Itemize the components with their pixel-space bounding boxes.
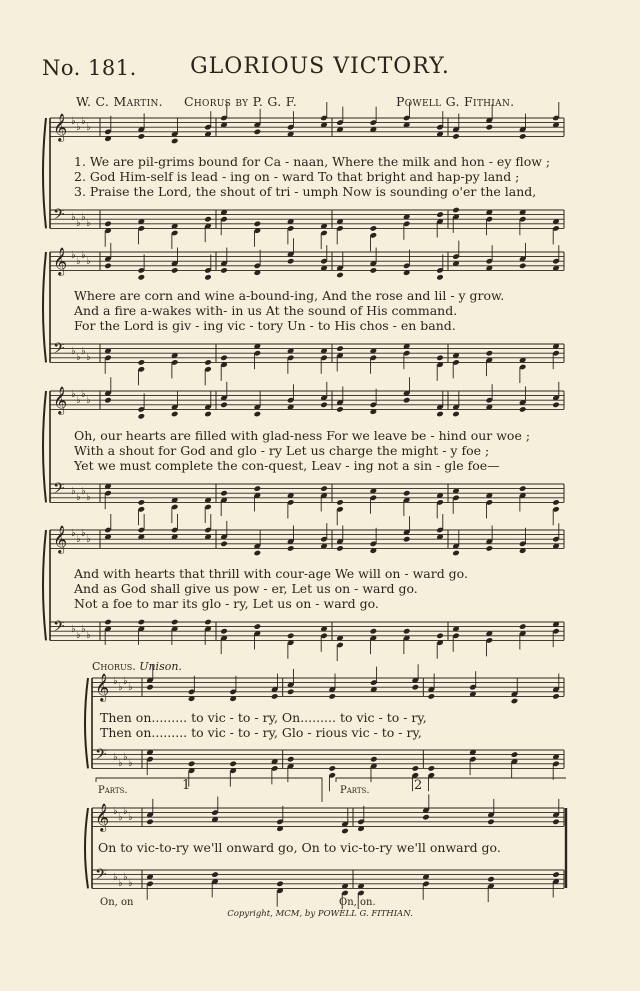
- note-head: [370, 267, 378, 274]
- flat-icon: ♭: [86, 534, 91, 545]
- note-head: [204, 359, 212, 366]
- flat-icon: ♭: [113, 872, 118, 883]
- flat-icon: ♭: [81, 250, 86, 261]
- note-head: [171, 267, 179, 274]
- flat-icon: ♭: [113, 806, 118, 817]
- flat-icon: ♭: [118, 878, 123, 889]
- parts-label-1: Parts.: [98, 785, 128, 796]
- flat-icon: ♭: [128, 758, 133, 769]
- note-head: [254, 623, 262, 630]
- note-head: [171, 138, 179, 145]
- note-head: [336, 345, 344, 352]
- note-head: [552, 499, 560, 506]
- flat-icon: ♭: [118, 758, 123, 769]
- flat-icon: ♭: [71, 346, 76, 357]
- note-head: [320, 485, 328, 492]
- note-head: [403, 490, 411, 497]
- note-head: [519, 263, 527, 270]
- note-head: [486, 124, 494, 131]
- flat-icon: ♭: [81, 116, 86, 127]
- lyric-line: And with hearts that thrill with cour-age We will on - ward go.: [74, 566, 468, 581]
- chorus-label-text: Chorus.: [92, 660, 136, 673]
- brace-icon: [43, 391, 46, 502]
- chorus-unison-text: Unison.: [139, 660, 182, 673]
- note-head: [452, 207, 460, 214]
- brace-icon: [85, 808, 88, 888]
- lyric-line: And a fire a-wakes with- in us At the sound of His command.: [74, 303, 458, 318]
- note-head: [436, 633, 444, 640]
- treble-clef-icon: 𝄞: [95, 673, 110, 701]
- lyric-line: Oh, our hearts are filled with glad-ness For we leave be - hind our woe ;: [74, 428, 531, 443]
- note-head: [104, 221, 112, 228]
- note-head: [452, 411, 460, 418]
- lyric-line: Where are corn and wine a-bound-ing, And the rose and lil - y grow.: [74, 288, 505, 303]
- note-head: [229, 761, 237, 768]
- note-head: [220, 628, 228, 635]
- parts-lyric-line: On to vic-to-ry we'll onward go, On to vic-to-ry we'll onward go.: [98, 840, 501, 855]
- note-head: [104, 263, 112, 270]
- note-head: [336, 545, 344, 552]
- flat-icon: ♭: [71, 528, 76, 539]
- bass-clef-icon: 𝄢: [53, 340, 65, 361]
- flat-icon: ♭: [118, 682, 123, 693]
- flat-icon: ♭: [76, 256, 81, 267]
- flat-icon: ♭: [81, 389, 86, 400]
- note-head: [422, 814, 430, 821]
- note-head: [552, 871, 560, 878]
- note-head: [436, 274, 444, 281]
- hymn-title: GLORIOUS VICTORY.: [190, 54, 450, 79]
- flat-icon: ♭: [86, 630, 91, 641]
- note-head: [138, 274, 146, 281]
- note-head: [138, 413, 146, 420]
- brace-icon: [43, 118, 46, 228]
- lyric-line: 1. We are pil-grims bound for Ca - naan, Where the milk and hon - ey flow ;: [74, 154, 551, 169]
- bass-clef-icon: 𝄢: [95, 746, 107, 767]
- note-head: [370, 225, 378, 232]
- note-head: [370, 628, 378, 635]
- note-head: [254, 485, 262, 492]
- flat-icon: ♭: [123, 872, 128, 883]
- flat-icon: ♭: [86, 218, 91, 229]
- brace-icon: [43, 252, 46, 362]
- note-head: [188, 761, 196, 768]
- parts-label-2: Parts.: [340, 785, 370, 796]
- note-head: [287, 756, 295, 763]
- note-head: [287, 689, 295, 696]
- treble-clef-icon: 𝄞: [95, 803, 110, 831]
- note-head: [146, 819, 154, 826]
- note-head: [403, 628, 411, 635]
- flat-icon: ♭: [71, 212, 76, 223]
- note-head: [104, 619, 112, 626]
- flat-icon: ♭: [81, 528, 86, 539]
- note-head: [171, 619, 179, 626]
- note-head: [138, 619, 146, 626]
- flat-icon: ♭: [76, 352, 81, 363]
- note-head: [104, 397, 112, 404]
- bass-words-right: On, on.: [339, 897, 376, 908]
- note-head: [328, 693, 336, 700]
- note-head: [511, 698, 519, 705]
- note-head: [428, 693, 436, 700]
- note-head: [487, 819, 495, 826]
- flat-icon: ♭: [71, 486, 76, 497]
- flat-icon: ♭: [76, 630, 81, 641]
- note-head: [511, 751, 519, 758]
- flat-icon: ♭: [86, 395, 91, 406]
- hymn-number: No. 181.: [42, 56, 137, 80]
- note-head: [436, 411, 444, 418]
- note-head: [552, 402, 560, 409]
- note-head: [204, 619, 212, 626]
- note-head: [138, 499, 146, 506]
- note-head: [336, 499, 344, 506]
- flat-icon: ♭: [128, 812, 133, 823]
- note-head: [287, 633, 295, 640]
- note-head: [254, 129, 262, 136]
- note-head: [552, 693, 560, 700]
- note-head: [336, 272, 344, 279]
- note-head: [552, 819, 560, 826]
- lyric-line: For the Lord is giv - ing vic - tory Un - to His chos - en band.: [74, 318, 456, 333]
- lyric-line: And as God shall give us pow - er, Let us on - ward go.: [74, 581, 418, 596]
- treble-clef-icon: 𝄞: [53, 113, 68, 141]
- note-head: [452, 550, 460, 557]
- flat-icon: ♭: [81, 624, 86, 635]
- flat-icon: ♭: [86, 352, 91, 363]
- note-head: [171, 411, 179, 418]
- note-head: [403, 397, 411, 404]
- note-head: [287, 258, 295, 265]
- chorus-lyric-line: Then on......... to vic - to - ry, On......... to vic - to - ry,: [100, 710, 427, 725]
- note-head: [220, 402, 228, 409]
- flat-icon: ♭: [86, 256, 91, 267]
- note-head: [220, 267, 228, 274]
- note-head: [341, 828, 349, 835]
- volta-bracket-2: [336, 778, 566, 782]
- flat-icon: ♭: [86, 492, 91, 503]
- flat-icon: ♭: [128, 682, 133, 693]
- lyric-line: Not a foe to mar its glo - ry, Let us on - ward go.: [74, 596, 379, 611]
- note-head: [370, 756, 378, 763]
- ending-1-number: 1: [182, 778, 191, 793]
- note-head: [204, 274, 212, 281]
- flat-icon: ♭: [71, 624, 76, 635]
- lyric-line: 3. Praise the Lord, the shout of tri - umph Now is sounding o'er the land,: [74, 184, 537, 199]
- note-head: [138, 133, 146, 140]
- treble-clef-icon: 𝄞: [53, 386, 68, 414]
- lyric-line: Yet we must complete the con-quest, Leav - ing not a sin - gle foe—: [74, 458, 500, 473]
- note-head: [436, 355, 444, 362]
- note-head: [254, 411, 262, 418]
- treble-clef-icon: 𝄞: [53, 247, 68, 275]
- flat-icon: ♭: [113, 752, 118, 763]
- note-head: [287, 545, 295, 552]
- note-head: [412, 684, 420, 691]
- copyright-notice: Copyright, MCM, by POWELL G. FITHIAN.: [227, 909, 413, 919]
- lyric-line: 2. God Him-self is lead - ing on - ward To that bright and hap-py land ;: [74, 169, 520, 184]
- flat-icon: ♭: [81, 346, 86, 357]
- flat-icon: ♭: [71, 389, 76, 400]
- ending-2-number: 2: [414, 778, 423, 793]
- note-head: [486, 545, 494, 552]
- flat-icon: ♭: [123, 752, 128, 763]
- flat-icon: ♭: [123, 806, 128, 817]
- note-head: [271, 693, 279, 700]
- flat-icon: ♭: [113, 676, 118, 687]
- flat-icon: ♭: [81, 486, 86, 497]
- flat-icon: ♭: [76, 218, 81, 229]
- flat-icon: ♭: [76, 395, 81, 406]
- note-head: [336, 406, 344, 413]
- note-head: [204, 216, 212, 223]
- chorus-label: [92, 660, 182, 673]
- note-head: [320, 402, 328, 409]
- note-head: [211, 871, 219, 878]
- note-head: [436, 211, 444, 218]
- flat-icon: ♭: [123, 676, 128, 687]
- note-head: [412, 765, 420, 772]
- bass-clef-icon: 𝄢: [95, 866, 107, 887]
- author-credit: W. C. Martin.: [76, 94, 163, 109]
- note-head: [220, 541, 228, 548]
- brace-icon: [85, 678, 88, 768]
- flat-icon: ♭: [71, 250, 76, 261]
- flat-icon: ♭: [76, 534, 81, 545]
- note-head: [452, 133, 460, 140]
- note-head: [204, 411, 212, 418]
- note-head: [146, 684, 154, 691]
- note-head: [328, 765, 336, 772]
- note-head: [220, 355, 228, 362]
- flat-icon: ♭: [128, 878, 133, 889]
- note-head: [519, 623, 527, 630]
- note-head: [403, 536, 411, 543]
- bass-words-left: On, on: [100, 897, 134, 908]
- note-head: [428, 765, 436, 772]
- flat-icon: ♭: [76, 122, 81, 133]
- composer-credit: Powell G. Fithian.: [396, 94, 515, 109]
- note-head: [487, 876, 495, 883]
- note-head: [254, 550, 262, 557]
- note-head: [220, 490, 228, 497]
- treble-clef-icon: 𝄞: [53, 525, 68, 553]
- bass-clef-icon: 𝄢: [53, 480, 65, 501]
- lyric-line: With a shout for God and glo - ry Let us charge the might - y foe ;: [74, 443, 490, 458]
- note-head: [138, 359, 146, 366]
- note-head: [519, 406, 527, 413]
- bass-clef-icon: 𝄢: [53, 206, 65, 227]
- brace-icon: [43, 530, 46, 640]
- note-head: [486, 350, 494, 357]
- note-head: [519, 133, 527, 140]
- flat-icon: ♭: [76, 492, 81, 503]
- note-head: [276, 881, 284, 888]
- flat-icon: ♭: [81, 212, 86, 223]
- flat-icon: ♭: [86, 122, 91, 133]
- note-head: [519, 485, 527, 492]
- flat-icon: ♭: [71, 116, 76, 127]
- chorus-lyric-line: Then on......... to vic - to - ry, Glo - rious vic - to - ry,: [100, 725, 422, 740]
- chorus-credit: Chorus by P. G. F.: [184, 94, 298, 109]
- flat-icon: ♭: [118, 812, 123, 823]
- note-head: [254, 221, 262, 228]
- bass-clef-icon: 𝄢: [53, 618, 65, 639]
